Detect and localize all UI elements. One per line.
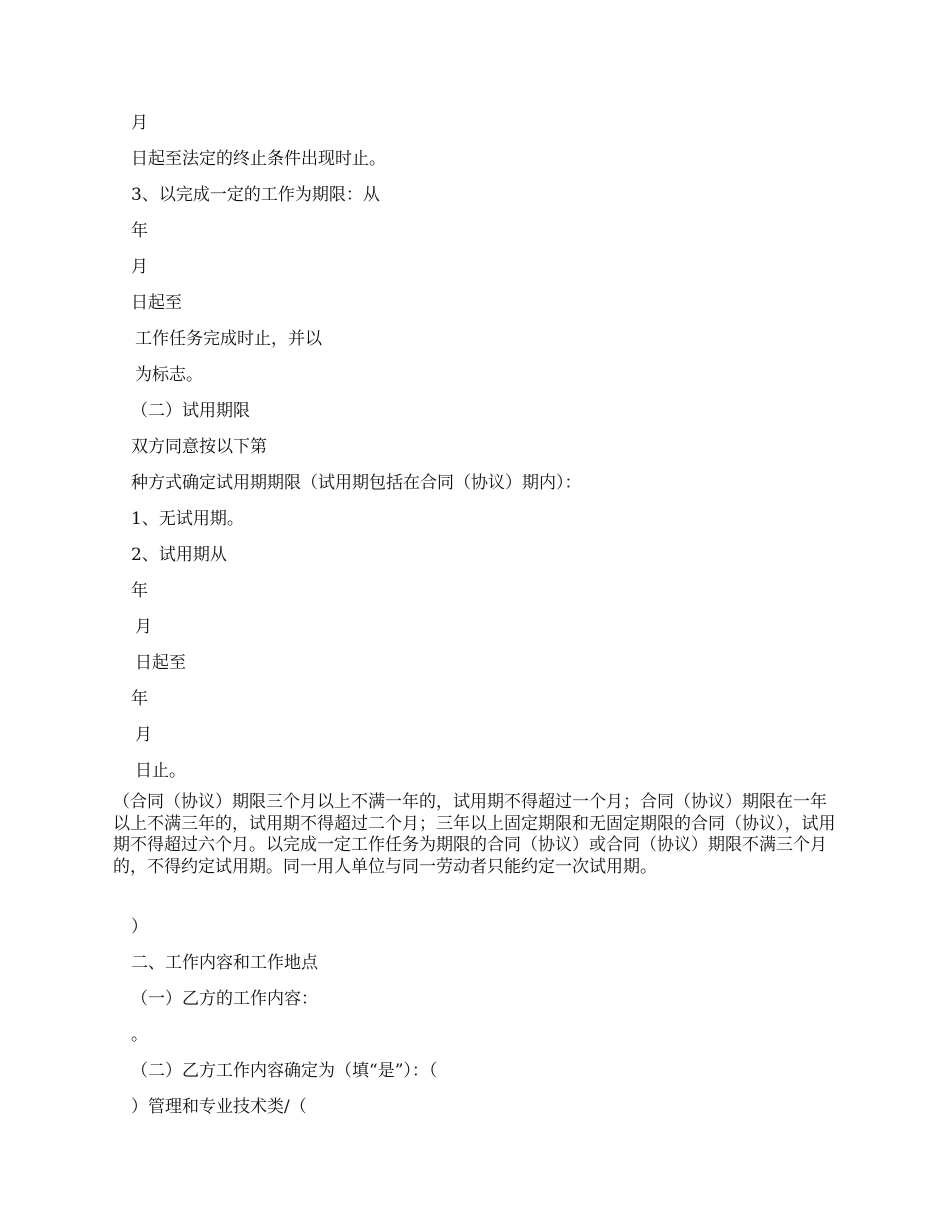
trial-period-note: （合同（协议）期限三个月以上不满一年的，试用期不得超过一个月；合同（协议）期限在一年以上不满三年的，试用期不得超过二个月；三年以上固定期限和无固定期限的合同（协议），试用期不得超过六个月。以完成一定工作任务为期限的合同（协议）或合同（协议）期限不满三个月的，不得约定试用期。同一用人单位与同一劳动者只能约定一次试用期。 (113, 792, 836, 877)
text-line: 月 (131, 257, 148, 277)
text-line: 双方同意按以下第 (131, 437, 267, 457)
text-line: 工作任务完成时止，并以 (135, 329, 322, 349)
text-line: 种方式确定试用期期限（试用期包括在合同（协议）期内）： (131, 473, 582, 493)
text-line: ） (131, 917, 148, 937)
text-line: 2、试用期从 (131, 545, 227, 565)
text-line: 1、无试用期。 (131, 509, 244, 529)
text-line: 日起至法定的终止条件出现时止。 (131, 149, 386, 169)
text-line: 。 (131, 1025, 148, 1045)
text-line: 日止。 (135, 761, 186, 781)
text-line: 月 (135, 617, 152, 637)
text-line: 日起至 (131, 293, 182, 313)
text-line: 月 (131, 113, 148, 133)
text-line: （二）乙方工作内容确定为（填“是”）：（ (131, 1061, 438, 1081)
text-line: 为标志。 (135, 365, 203, 385)
text-line: ）管理和专业技术类/（ (131, 1097, 307, 1117)
section-heading: （二）试用期限 (131, 401, 250, 421)
text-line: （一）乙方的工作内容： (131, 989, 318, 1009)
text-line: 年 (131, 581, 148, 601)
text-line: 日起至 (135, 653, 186, 673)
text-line: 年 (131, 689, 148, 709)
text-line: 3、以完成一定的工作为期限：从 (131, 185, 380, 205)
text-line: 年 (131, 221, 148, 241)
section-heading: 二、工作内容和工作地点 (131, 953, 318, 973)
text-line: 月 (135, 725, 152, 745)
